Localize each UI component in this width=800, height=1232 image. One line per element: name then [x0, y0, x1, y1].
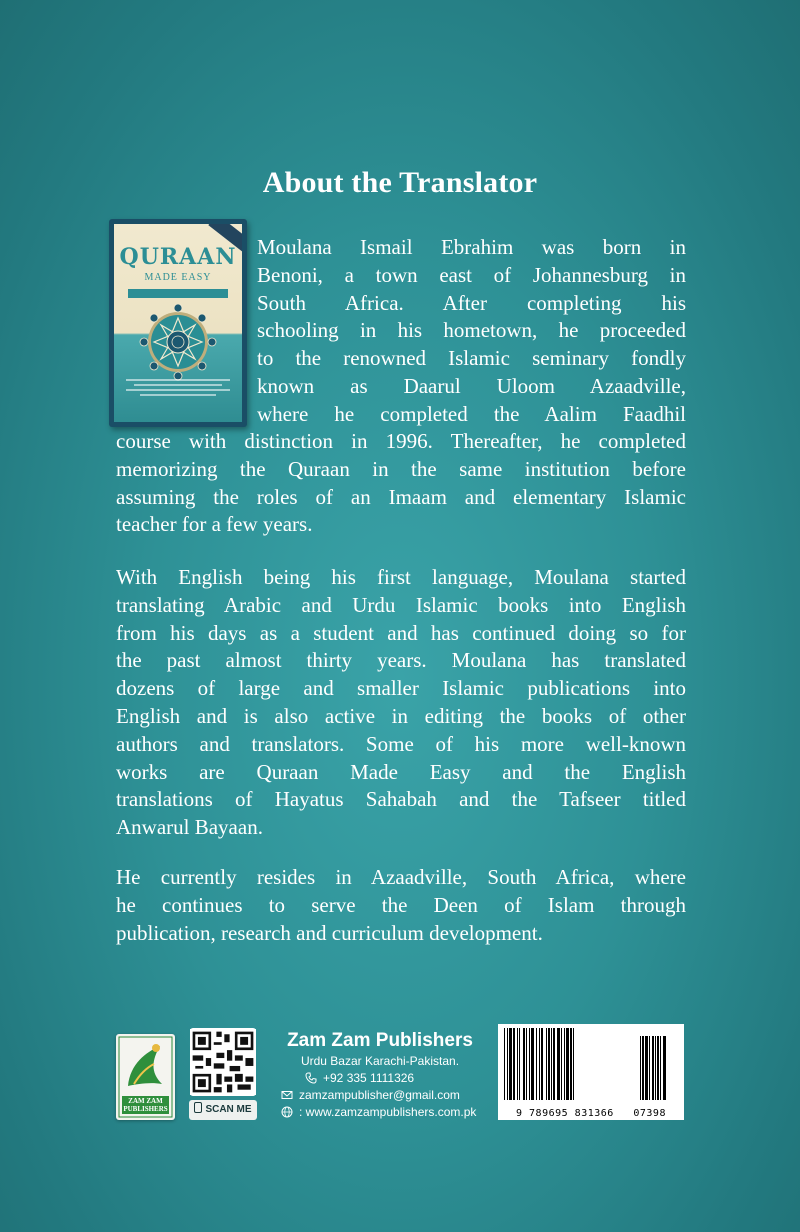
text-line: where he completed the Aalim Faadhil — [257, 401, 686, 426]
barcode-numbers — [498, 1108, 684, 1119]
text-line: assuming the roles of an Imaam and elementary Islamic — [116, 484, 686, 509]
price-digits: 07398 — [633, 1108, 666, 1119]
cover-author-band — [128, 289, 228, 298]
publisher-logo — [116, 1034, 175, 1120]
email-icon — [281, 1089, 293, 1101]
publisher-phone[interactable]: +92 335 1111326 — [323, 1071, 415, 1085]
text-line: With English being his first language, Moulana started — [116, 565, 686, 589]
publisher-name: Zam Zam Publishers — [287, 1030, 473, 1051]
qr-code[interactable] — [190, 1028, 256, 1096]
phone-whatsapp-icon — [305, 1072, 317, 1084]
text-line: authors and translators. Some of his more well-known — [116, 731, 686, 756]
cover-title: QURAAN — [119, 244, 237, 270]
website-row — [281, 1105, 491, 1119]
text-line: course with distinction in 1996. Thereafter, he completed — [116, 429, 686, 453]
text-line: publication, research and curriculum development. — [116, 920, 543, 945]
email-row — [281, 1088, 491, 1102]
text-line: teacher for a few years. — [116, 512, 313, 537]
cover-small-text — [126, 376, 230, 399]
scan-me-label: SCAN ME — [205, 1104, 252, 1115]
isbn-barcode — [498, 1024, 684, 1120]
text-line: works are Quraan Made Easy and the English — [116, 759, 686, 784]
publisher-info — [269, 1030, 491, 1119]
text-line: known as Daarul Uloom Azaadville, — [257, 373, 686, 398]
text-line: translations of Hayatus Sahabah and the Tafseer titled — [116, 787, 686, 812]
text-line: He currently resides in Azaadville, South Africa, where — [116, 865, 686, 889]
globe-icon — [281, 1106, 293, 1118]
publisher-email[interactable]: zamzampublisher@gmail.com — [299, 1088, 460, 1102]
scan-me-badge — [189, 1100, 257, 1120]
text-line: Moulana Ismail Ebrahim was born in — [257, 235, 686, 259]
text-line: translating Arabic and Urdu Islamic books into English — [116, 592, 686, 617]
text-line: from his days as a student and has continued doing so for — [116, 620, 686, 645]
barcode-bars — [498, 1028, 684, 1108]
isbn-digits: 9 789695 831366 — [516, 1108, 614, 1119]
phone-row — [305, 1071, 491, 1085]
page-title: About the Translator — [262, 166, 538, 199]
text-line: to the renowned Islamic seminary fondly — [257, 346, 686, 371]
paragraph-3 — [116, 864, 686, 947]
logo-text: ZAM ZAM PUBLISHERS — [123, 1097, 168, 1113]
phone-icon — [194, 1102, 202, 1113]
text-line: Benoni, a town east of Johannesburg in — [257, 262, 686, 287]
qr-code-icon — [190, 1028, 256, 1096]
paragraph-1-full — [116, 428, 686, 539]
text-line: he continues to serve the Deen of Islam through — [116, 892, 686, 917]
paragraph-2 — [116, 564, 686, 842]
text-line: the past almost thirty years. Moulana has translated — [116, 648, 686, 673]
cover-subtitle: MADE EASY — [144, 272, 212, 283]
publisher-address: Urdu Bazar Karachi-Pakistan. — [300, 1054, 460, 1068]
cover-ornament-icon — [114, 304, 242, 384]
text-line: English and is also active in editing the books of other — [116, 703, 686, 728]
book-cover-image — [109, 219, 247, 427]
text-line: South Africa. After completing his — [257, 290, 686, 315]
text-line: Anwarul Bayaan. — [116, 815, 263, 840]
paragraph-1-indent — [257, 234, 686, 429]
publisher-website[interactable]: : www.zamzampublishers.com.pk — [299, 1105, 477, 1119]
text-line: schooling in his hometown, he proceeded — [257, 318, 686, 343]
text-line: memorizing the Quraan in the same institution before — [116, 456, 686, 481]
text-line: dozens of large and smaller Islamic publications into — [116, 676, 686, 701]
